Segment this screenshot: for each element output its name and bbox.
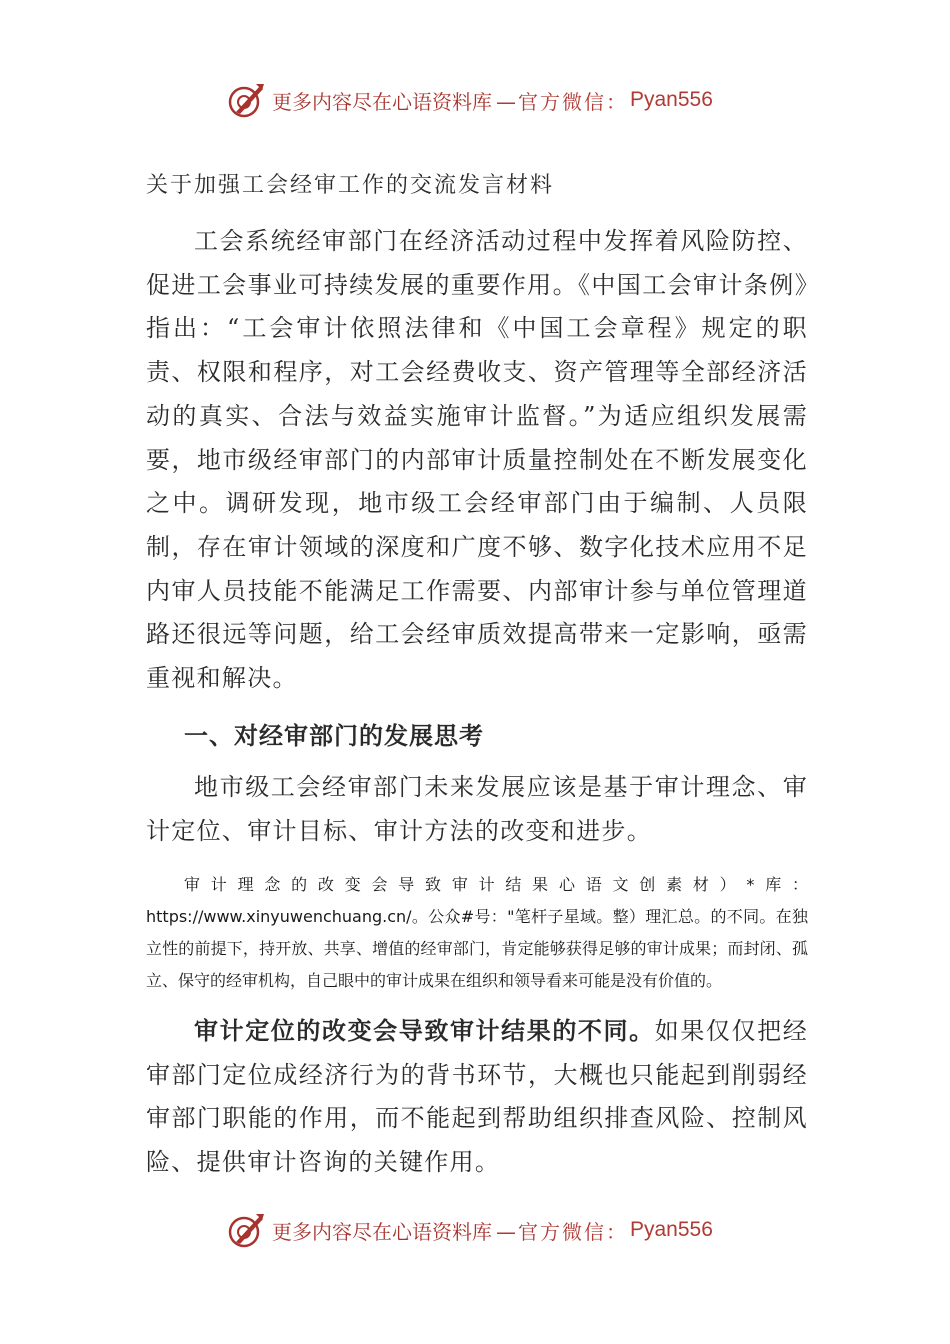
footer-watermark-banner (226, 1210, 713, 1250)
banner-wechat-id: Pyan556 (630, 88, 713, 111)
document-title: 关于加强工会经审工作的交流发言材料 (146, 173, 555, 198)
body-paragraph-3 (146, 1010, 808, 1185)
banner-wechat-id: Pyan556 (630, 1218, 713, 1241)
paragraph-3-text: 如果仅仅把经审部门定位成经济行为的背书环节，大概也只能起到削弱经审部门职能的作用，而不能起到帮助组织排查风险、控制风险、提供审计咨询的关键作用。 (146, 1017, 808, 1177)
banner-text-sep: —官方微信： (496, 89, 628, 114)
banner-text-main: 更多内容尽在心语资料库 (272, 89, 492, 114)
banner-text-main: 更多内容尽在心语资料库 (272, 1219, 492, 1244)
header-watermark-banner (226, 80, 713, 120)
inserted-watermark-paragraph: 审计理念的改变会导致审计结果心语文创素材）*库：https://www.xinyuwenchuang.cn/。公众#号："笔杆子星域。整）理汇总。的不同。在独立性的前提下，持开放、共享、增值的经审部门，肯定能够获得足够的审计成果；而封闭、孤立、保守的经审机构，自己眼中的审计成果在组织和领导看来可能是没有价值的。 (146, 875, 808, 990)
body-paragraph-2: 地市级工会经审部门未来发展应该是基于审计理念、审计定位、审计目标、审计方法的改变和进步。 (146, 773, 808, 845)
quill-pen-circle-icon (226, 80, 266, 120)
paragraph-3-bold-lead: 审计定位的改变会导致审计结果的不同。 (194, 1017, 655, 1045)
section-heading-1: 一、对经审部门的发展思考 (184, 722, 484, 750)
body-paragraph-1: 工会系统经审部门在经济活动过程中发挥着风险防控、促进工会事业可持续发展的重要作用。《中国工会审计条例》指出：“工会审计依照法律和《中国工会章程》规定的职责、权限和程序，对工会经费收支、资产管理等全部经济活动的真实、合法与效益实施审计监督。”为适应组织发展需要，地市级经审部门的内部审计质量控制处在不断发展变化之中。调研发现，地市级工会经审部门由于编制、人员限制，存在审计领域的深度和广度不够、数字化技术应用不足内审人员技能不能满足工作需要、内部审计参与单位管理道路还很远等问题，给工会经审质效提高带来一定影响，亟需重视和解决。 (146, 227, 808, 693)
banner-text-sep: —官方微信： (496, 1219, 628, 1244)
quill-pen-circle-icon (226, 1210, 266, 1250)
